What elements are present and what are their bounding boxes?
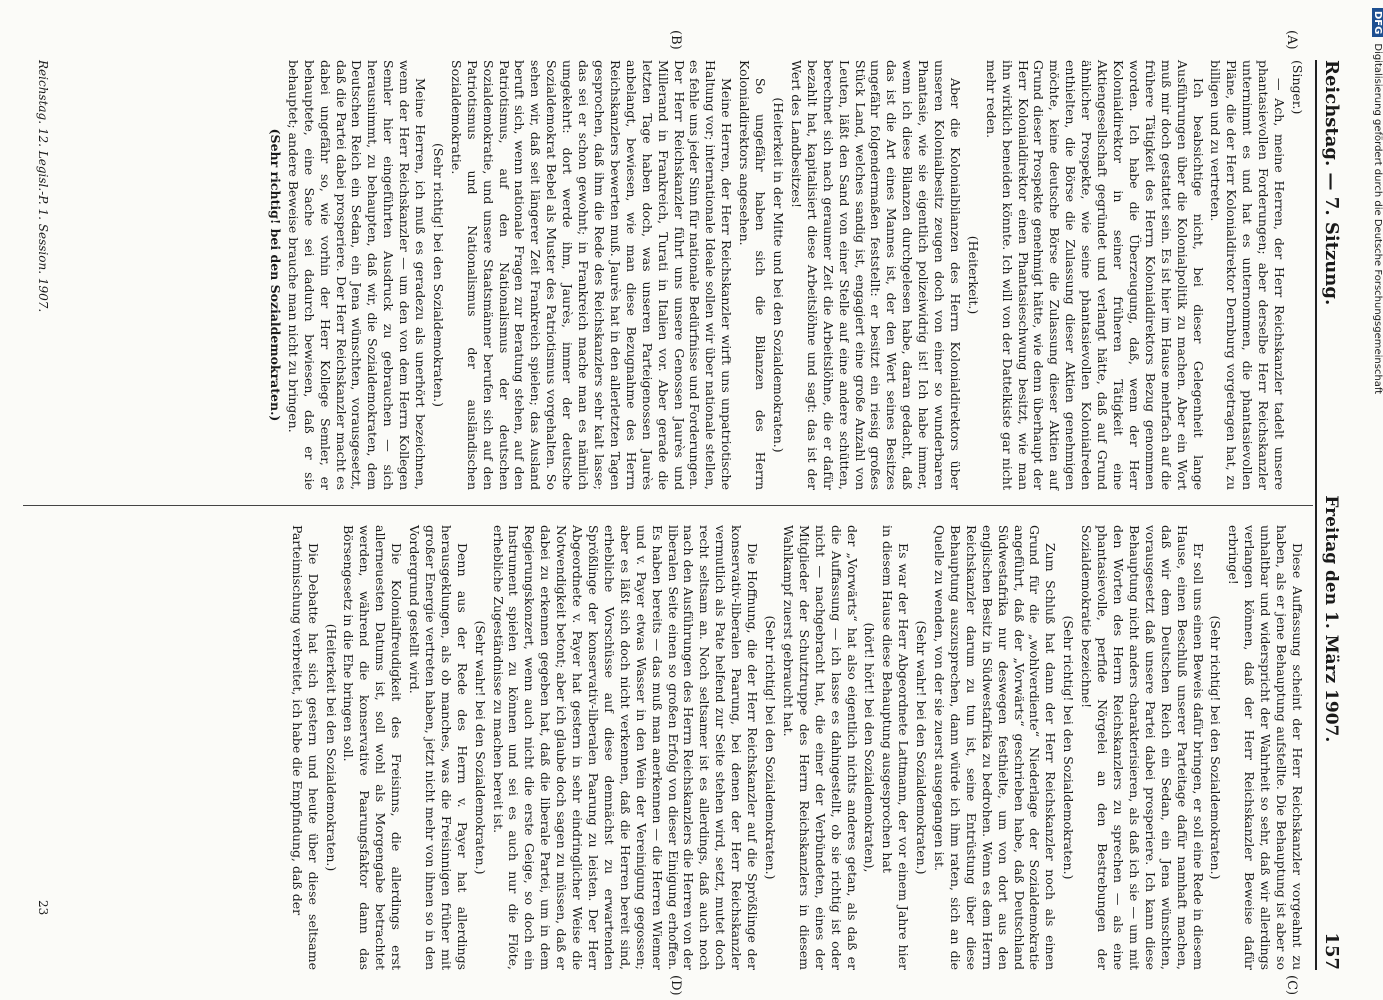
paragraph: Die Kolonialfreudigkeit des Freisinns, die allerdings erst allerneuesten Datums ist, soll wohl als Morgengabe betrachtet werden, während die konservative Paarungsfaktor dann das Börsengesetz in die Ehe bringen soll. (341, 525, 405, 970)
paragraph: — Ach, meine Herren, der Herr Reichskanzler tadelt unsere phantasievollen Forderungen; aber derselbe Herr Reichskanzler unternimmt es und hat es unternommen, die phantasievollen Pläne, die der Herr Kolonialdirektor Dernburg vorgetragen hat, zu billigen und zu vertreten. (1208, 60, 1288, 490)
paragraph: Zum Schluß hat dann der Herr Reichskanzler noch als einen Grund für die „wohlverdiente“ Niederlage der Sozialdemokratie angeführt, daß der „Vorwärts“ geschrieben habe, daß Deutschland Südwestafrika nur deswegen festhielte, um von dort aus den englischen Besitz in Südwestafrika zu bedrohen. Wenn es dem Herrn Reichskanzler darum zu tun ist, seine Entrüstung über diese Behauptung auszusprechen, dann würde ich ihm raten, sich an die Quelle zu wenden, von der sie zuerst ausgegangen ist. (932, 525, 1059, 970)
paragraph: Er soll uns einen Beweis dafür bringen, er soll eine Rede in diesem Hause, einen Beschluß unserer Parteitage dafür namhaft machen, daß wir dem Deutschen Reich ein Sedan, ein Jena wünschten, vorausgesetzt daß unsere Partei dabei prosperiere. Ich kann diese Behauptung nicht anders charakterisieren, als daß ich sie — um mit den Worten des Herrn Reichskanzlers zu sprechen — als eine phantasievolle, perfide Nörgelei an den Bestrebungen der Sozialdemokratie bezeichne! (1079, 525, 1206, 970)
margin-marker-a: (A) (1284, 30, 1299, 50)
paragraph: (Sehr richtig! bei den Sozialdemokraten.) (267, 128, 283, 422)
paragraph: So ungefähr haben sich die Bilanzen des Herrn Kolonialdirektors angesehen. (737, 60, 769, 490)
paragraph: (Heiterkeit bei den Sozialdemokraten.) (323, 623, 339, 872)
paragraph: (Sehr richtig! bei den Sozialdemokraten.) (763, 615, 778, 880)
paragraph: Aber die Kolonialbilanzen des Herrn Kolonialdirektors über unseren Kolonialbesitz zeugen doch von einer so wunderbaren Phantasie, wie sie eigentlich polizeiwidrig ist! Ich habe immer, wenn ich diese Bilanzen durchgelesen habe, daran gedacht, daß das ist die Art eines Mannes ist, der den Wert seines Besitzes ungefähr folgendermaßen feststellt: er besitzt ein riesig großes Stück Land, welches sandig ist, engagiert eine große Anzahl von Leuten, läßt den Sand von einer Stelle auf eine andere schütten, berechnet sich nach geraumer Zeit die Arbeitslöhne, die er dafür bezahlt hat, kapitalisiert diese Arbeitslöhne und sagt: das ist der Wert des Landbesitzes! (788, 60, 963, 490)
digitization-credit (1368, 8, 1383, 992)
paragraph: (Heiterkeit in der Mitte und bei den Sozialdemokraten.) (771, 97, 786, 453)
paragraph: der „Vorwärts“ hat also eigentlich nichts anderes getan, als daß er die Auffassung — ich lasse es dahingestellt, ob sie richtig ist oder nicht — nachgebracht hat, die einer der Verbündeten, eines der Mitglieder der Schutztruppe des Herrn Reichskanzlers in diesem Wahlkampf zuerst gebraucht hat. (780, 525, 860, 970)
header-session: Reichstag. — 7. Sitzung. (1321, 60, 1342, 306)
paragraph: (Sehr richtig! bei den Sozialdemokraten.) (1208, 615, 1224, 880)
page-header (1315, 60, 1361, 970)
credit-line (1368, 8, 1383, 992)
margin-marker-c: (C) (1284, 975, 1299, 996)
left-text-column (265, 60, 1305, 490)
paragraph: Es war der Herr Abgeordnete Lattmann, der vor einem Jahre hier in diesem Hause diese Behauptung ausgesprochen hat (880, 525, 912, 970)
margin-marker-b: (B) (668, 30, 683, 50)
paragraph: Denn aus der Rede des Herrn v. Payer hat allerdings herausgeklungen, als ob manches, was die Freisinnigen früher mit großer Energie vertreten haben, jetzt nicht mehr von ihnen so in den Vordergrund gestellt wird. (407, 525, 470, 970)
paragraph: Meine Herren, ich muß es geradezu als unerhört bezeichnen, wenn der Herr Reichskanzler — um den von dem Herrn Kollegen Semler hier eingeführten Ausdruck zu gebrauchen — sich herausnimmt, zu behaupten, daß wir, die Sozialdemokraten, dem Deutschen Reich ein Sedan, ein Jena wünschten, vorausgesetzt, daß die Partei dabei prosperiere. Der Herr Reichskanzler macht es dabei ungefähr so, wie vorhin der Herr Kollege Semler, er behauptete, eine Sache sei dadurch bewiesen, daß er sie behauptet; andere Beweise brauche man nicht zu bringen. (285, 60, 429, 490)
paragraph: Meine Herren, der Herr Reichskanzler wirft uns unpatriotische Haltung vor; internationale Ideale sollen wir über nationale stellen, es fehle uns jeder Sinn für nationale Bedürfnisse und Forderungen. Der Herr Reichskanzler führt uns unsere Genossen Jaurès und Millerand in Frankreich, Turati in Italien vor. Aber gerade die letzten Tage haben doch, was unseren Parteigenossen Jaurès anbelangt, bewiesen, wie man diese Bezugnahme des Herrn Reichskanzlers bewerten muß. Jaurès hat in den allerletzten Tagen gesprochen, daß ihm die Rede des Reichskanzlers sehr kalt lasse; das sei er schon gewohnt; in Frankreich mache man es nämlich umgekehrt: dort werde ihm, Jaurès, immer der deutsche Sozialdemokrat Bebel als Muster des Patriotismus vorgehalten. So sehen wir, daß seit längerer Zeit Frankreich spielen; das Ausland beruft sich, wenn nationale Fragen zur Beratung stehen, auf den Patriotismus, auf den Nationalismus der deutschen Sozialdemokratie, und unsere Staatsmänner berufen sich auf den Patriotismus und Nationalismus der ausländischen Sozialdemokratie. (448, 60, 735, 490)
paragraph: Diese Auffassung scheint der Herr Reichskanzler vorgeahnt zu haben, als er jene Behauptung aufstellte. Die Behauptung ist aber so unhaltbar und widerspricht der Wahrheit so sehr, daß wir allerdings verlangen können, daß der Herr Reichskanzler Beweise dafür erbringe! (1226, 525, 1305, 970)
header-date: Freitag den 1. März 1907. (1321, 495, 1341, 743)
sheet-number: 23 (36, 900, 50, 916)
paragraph: (Sehr richtig! bei den Sozialdemokraten.) (1061, 615, 1077, 880)
paragraph: (Sehr wahr! bei den Sozialdemokraten.) (914, 620, 930, 875)
credit-text: Digitalisierung gefördert durch die Deutsche Forschungsgemeinschaft (1372, 43, 1383, 395)
paragraph: (Heiterkeit.) (965, 235, 981, 315)
paragraph: Die Hoffnung, die der Herr Reichskanzler auf die Sprößlinge der konservativ-liberalen Paarung, bei denen der Herr Reichskanzler vermutlich als Pate helfend zur Seite stehen wird, setzt, mutet doch recht seltsam an. Noch seltsamer ist es allerdings, daß auch noch nach den Ausführungen des Herrn Reichskanzlers die Herren von der liberalen Seite einen so großen Erfolg von dieser Einigung erhoffen. Es haben bereits — das muß man anerkennen — die Herren Wiemer und v. Payer etwas Wasser in den Wein der Vereinigung gegossen; aber es läßt sich doch nicht verkennen, daß die Herren bereit sind, erhebliche Vorschüsse auf diese demnächst zu erwartenden Sprößlinge der konservativ-liberalen Paarung zu leisten. Der Herr Abgeordnete v. Payer hat gestern in sehr eindringlicher Weise die Notwendigkeit betont; aber ich glaube doch sagen zu müssen, daß er dabei zu erkennen gegeben hat, daß die liberale Partei, um in dem Regierungskonzert, wenn auch nicht die erste Geige, so doch ein Instrument spielen zu können und sei es auch nur die Flöte, erhebliche Zugeständnisse zu machen bereit ist. (490, 525, 761, 970)
paragraph: (Sehr richtig! bei den Sozialdemokraten.) (430, 143, 446, 407)
paragraph: Die Debatte hat sich gestern und heute über diese seltsame Parteimischung verbreitet, ich habe die Empfindung, daß der (289, 525, 321, 970)
right-text-column (287, 525, 1305, 970)
dfg-logo: DFG (1372, 8, 1383, 37)
paragraph: Ich beabsichtige nicht, bei dieser Gelegenheit lange Ausführungen über die Kolonialpolitik zu machen. Aber ein Wort muß mir doch gestattet sein. Es ist hier im Hause mehrfach auf die frühere Tätigkeit des Herrn Kolonialdirektors Bezug genommen worden. Ich habe die Überzeugung, daß, wenn der Herr Kolonialdirektor in seiner früheren Tätigkeit eine Aktiengesellschaft gegründet und verlangt hätte, daß auf Grund ähnlicher Prospekte, wie seine phantasievollen Kolonialreden enthielten, die Börse die Zulassung dieser Aktien genehmigen möchte, keine deutsche Börse die Zulassung dieser Aktien auf Grund dieser Prospekte genehmigt hätte, wie denn überhaupt der Herr Kolonialdirektor einen Phantasieschwung besitzt, wie man ihn wirklich beneiden könnte. Ich will von der Dattelkiste gar nicht mehr reden. (983, 60, 1206, 490)
column-divider (23, 505, 1313, 506)
paragraph: (hört! hört! bei den Sozialdemokraten), (862, 622, 878, 873)
margin-marker-d: (D) (668, 975, 683, 996)
page-footer: Reichstag. 12. Legisl.-P. 1. Session. 1907. (36, 60, 50, 313)
paragraph: (Sehr wahr! bei den Sozialdemokraten.) (472, 620, 488, 875)
paragraph: (Singer.) (1290, 60, 1305, 115)
page-number: 157 (1321, 932, 1342, 970)
